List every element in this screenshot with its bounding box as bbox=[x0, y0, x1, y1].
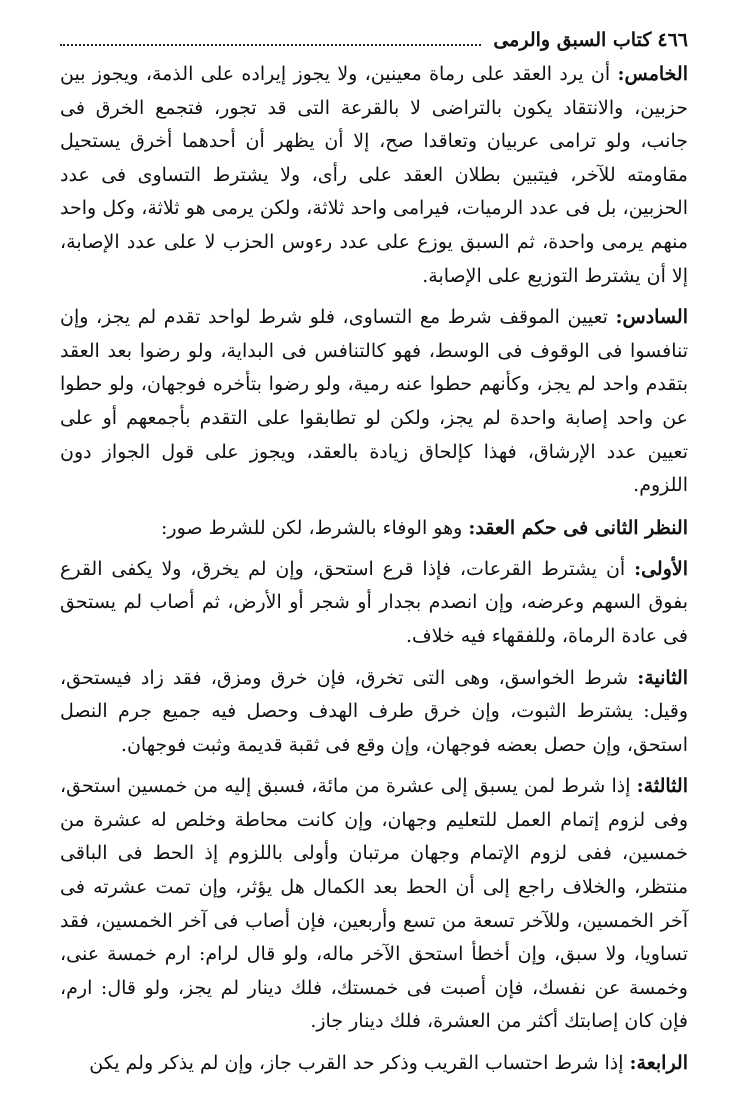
item-lead: الأولى: bbox=[634, 557, 688, 580]
paragraph-lead: الخامس: bbox=[617, 63, 688, 85]
item-text: أن يشترط القرعات، فإذا قرع استحق، وإن لم يخرق، ولا يكفى القرع بفوق السهم وعرضه، وإن انصدم بجدار أو شجر أو الأرض، ثم أصاب لم يستحق فى عادة الرماة، وللفقهاء فيه خلاف. bbox=[60, 557, 688, 647]
paragraph-lead: السادس: bbox=[615, 306, 688, 329]
item-lead: الرابعة: bbox=[629, 1052, 688, 1075]
item-text: إذا شرط لمن يسبق إلى عشرة من مائة، فسبق إليه من خمسين استحق، وفى لزوم إتمام العمل للتعليم وجهان، وإن كانت محاطة وخلص له عشرة من خمسين، ففى لزوم الإتمام وجهان مرتبان وأولى باللزوم إذ الحط فى الباقى منتظر، والخلاف راجع إلى أن الحط بعد الكمال هل يؤثر، وإن تمت عشرته فى آخر الخمسين، وللآخر تسعة من تسع وأربعين، فإن أصاب فى آخر الخمسين، فقد تساويا، ولا سبق، وإن أخطأ استحق الآخر ماله، ولو قال لرام: ارم خمسة عنى، وخمسة عن نفسك، فإن أصبت فى خمستك، فلك دينار لم يجز، ولو قال: ارم، فإن كان إصابتك أكثر من العشرة، فلك دينار جاز. bbox=[60, 775, 688, 1033]
item-lead: الثانية: bbox=[637, 666, 688, 689]
item-fourth bbox=[60, 1047, 688, 1081]
item-first bbox=[60, 553, 688, 654]
item-lead: الثالثة: bbox=[636, 775, 688, 798]
chapter-title: كتاب السبق والرمى bbox=[493, 29, 652, 51]
page-number: ٤٦٦ bbox=[657, 29, 688, 51]
section-heading-title: النظر الثانى فى حكم العقد: bbox=[468, 516, 688, 539]
paragraph-text: أن يرد العقد على رماة معينين، ولا يجوز إيراده على الذمة، ويجوز بين حزبين، والانتقاد يكون بالتراضى لا بالقرعة التى قد تجور، فتجمع الخرق فى جانب، ولو ترامى عربيان وتعاقدا صح، إلا أن يظهر أن أحدهما أخرق يستحيل مقاومته للآخر، فيتبين بطلان العقد على رأى، ولا يشترط التساوى فى عدد الحزبين، بل فى عدد الرميات، فيرامى واحد ثلاثة، ولكن يرمى هو ثلاثة، وكل واحد منهم يرمى واحدة، ثم السبق يوزع على عدد رءوس الحزب لا على عدد الإصابة، إلا أن يشترط التوزيع على الإصابة. bbox=[60, 63, 688, 287]
paragraph-sixth bbox=[60, 301, 688, 503]
item-text: إذا شرط احتساب القريب وذكر حد القرب جاز، وإن لم يذكر ولم يكن bbox=[89, 1052, 630, 1075]
section-heading-text: وهو الوفاء بالشرط، لكن للشرط صور: bbox=[161, 516, 469, 539]
section-heading bbox=[60, 511, 688, 545]
item-text: شرط الخواسق، وهى التى تخرق، فإن خرق ومزق، فقد زاد فيستحق، وقيل: يشترط الثبوت، وإن خرق طرف الهدف وحصل فيه جميع جرم النصل استحق، وإن حصل بعضه فوجهان، وإن وقع فى ثقبة قديمة وثبت فوجهان. bbox=[60, 666, 688, 756]
running-header bbox=[60, 26, 688, 54]
item-third bbox=[60, 770, 688, 1039]
paragraph-text: تعيين الموقف شرط مع التساوى، فلو شرط لواحد تقدم لم يجز، وإن تنافسوا فى الوقوف فى الوسط، فهو كالتنافس فى البداية، ولو رضوا بعد العقد بتقدم واحد لم يجز، وكأنهم حطوا عنه رمية، ولو رضوا بتأخره فوجهان، ولو حطوا عن واحد إصابة واحدة لم يجز، ولكن لو تطابقوا على التقدم بأجمعهم أو على تعيين عدد الإرشاق، فهذا كإلحاق زيادة بالعقد، ويجوز على قول الجواز دون اللزوم. bbox=[60, 306, 688, 497]
header-leader-dots bbox=[60, 30, 481, 46]
paragraph-fifth bbox=[60, 58, 688, 293]
item-second bbox=[60, 662, 688, 763]
